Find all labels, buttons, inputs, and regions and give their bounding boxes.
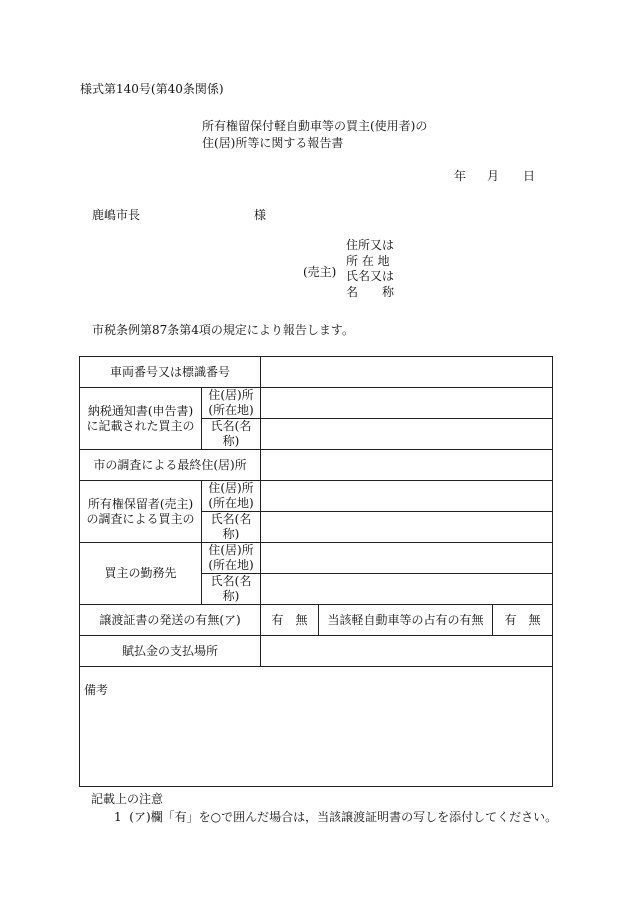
form-number: 様式第140号(第40条関係)	[80, 82, 224, 96]
buyer-workplace-label: 買主の勤務先	[80, 543, 202, 605]
seller-fields	[346, 238, 394, 300]
report-table	[79, 356, 553, 787]
vehicle-number-label: 車両番号又は標識番号	[80, 357, 261, 388]
date-year-label: 年	[454, 169, 467, 183]
remarks-field[interactable]	[80, 667, 553, 787]
seller-location-label: 所 在 地	[346, 253, 390, 268]
notes-title: 記載上の注意	[91, 792, 164, 806]
name-label: 氏名(名称)	[202, 419, 261, 450]
form-title-line1: 所有権留保付軽自動車等の買主(使用者)の	[202, 119, 428, 133]
name-label: 氏名(名称)	[202, 574, 261, 605]
certificate-yes-no[interactable]: 有 無	[261, 605, 319, 636]
remarks-label: 備考	[84, 683, 109, 697]
seller-survey-buyer-label: 所有権保留者(売主)の調査による買主の	[80, 481, 202, 543]
seller-address-label: 住所又は	[346, 238, 395, 252]
seller-survey-name-field[interactable]	[261, 512, 553, 543]
certificate-sent-label: 譲渡証書の発送の有無(ア)	[80, 605, 261, 636]
workplace-name-field[interactable]	[261, 574, 553, 605]
tax-notice-name-field[interactable]	[261, 419, 553, 450]
date-month-label: 月	[487, 169, 500, 183]
name-label: 氏名(名称)	[202, 512, 261, 543]
city-survey-label: 市の調査による最終住(居)所	[80, 450, 261, 481]
tax-notice-buyer-label: 納税通知書(申告書)に記載された買主の	[80, 388, 202, 450]
note-text: (ア)欄「有」を○で囲んだ場合は，当該譲渡証明書の写しを添付してください。	[129, 810, 558, 824]
date-day-label: 日	[523, 169, 536, 183]
intro-text: 市税条例第87条第4項の規定により報告します。	[92, 323, 354, 337]
seller-title-label: 名 称	[346, 284, 395, 299]
note-item	[114, 808, 557, 825]
workplace-address-field[interactable]	[261, 543, 553, 574]
form-title-line2: 住(居)所等に関する報告書	[202, 136, 344, 150]
payment-place-label: 賦払金の支払場所	[80, 636, 261, 667]
tax-notice-address-field[interactable]	[261, 388, 553, 419]
address-label: 住(居)所(所在地)	[202, 388, 261, 419]
city-survey-field[interactable]	[261, 450, 553, 481]
seller-name-label: 氏名又は	[346, 269, 395, 283]
possession-yes-no[interactable]: 有 無	[493, 605, 553, 636]
possession-label: 当該軽自動車等の占有の有無	[319, 605, 493, 636]
seller-tag: (売主)	[303, 265, 337, 279]
address-label: 住(居)所(所在地)	[202, 543, 261, 574]
addressee-honorific: 様	[254, 208, 267, 222]
payment-place-field[interactable]	[261, 636, 553, 667]
vehicle-number-field[interactable]	[261, 357, 553, 388]
seller-survey-address-field[interactable]	[261, 481, 553, 512]
note-number: 1	[114, 810, 122, 824]
address-label: 住(居)所(所在地)	[202, 481, 261, 512]
addressee-name: 鹿嶋市長	[92, 208, 141, 222]
